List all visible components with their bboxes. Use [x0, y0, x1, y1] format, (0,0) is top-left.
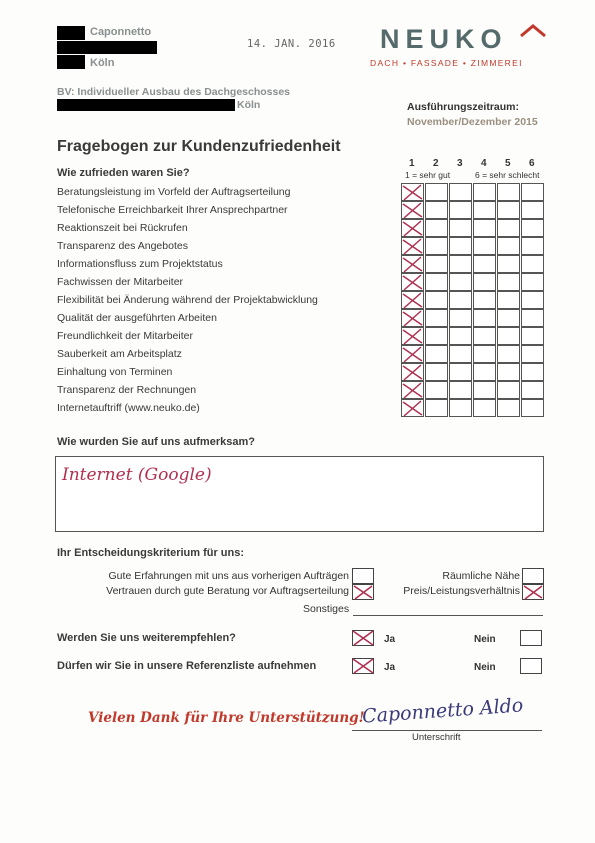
- company-logo: [370, 24, 550, 70]
- rating-cell[interactable]: [497, 291, 520, 309]
- rating-cell[interactable]: [401, 291, 424, 309]
- rating-cell[interactable]: [521, 273, 544, 291]
- period-label: Ausführungszeitraum:: [407, 101, 520, 113]
- logo-tagline: DACH • FASSADE • ZIMMEREI: [370, 58, 523, 68]
- recommend-yes-label: Ja: [384, 634, 396, 645]
- question-label: Internetauftriff (www.neuko.de): [57, 402, 200, 414]
- satisfaction-heading: Wie zufrieden waren Sie?: [57, 167, 190, 179]
- signature-line: [352, 730, 542, 731]
- rating-cell[interactable]: [401, 273, 424, 291]
- question-label: Flexibilität bei Änderung während der Projektabwicklung: [57, 294, 318, 306]
- criterion-naehe-label: Räumliche Nähe: [442, 570, 520, 582]
- reference-question: Dürfen wir Sie in unsere Referenzliste aufnehmen: [57, 660, 317, 672]
- question-label: Transparenz des Angebotes: [57, 240, 188, 252]
- rating-cell[interactable]: [425, 273, 448, 291]
- rating-cell[interactable]: [449, 255, 472, 273]
- signature-handwriting: Caponnetto Aldo: [361, 694, 524, 728]
- check-mark: [401, 201, 424, 219]
- rating-cell[interactable]: [449, 183, 472, 201]
- rating-cell[interactable]: [473, 255, 496, 273]
- check-mark: [352, 584, 374, 600]
- check-mark: [401, 291, 424, 309]
- check-mark: [401, 381, 424, 399]
- reference-yes-checkbox[interactable]: [352, 658, 374, 674]
- scale-number-1: 1: [409, 158, 415, 169]
- rating-cell[interactable]: [473, 219, 496, 237]
- rating-cell[interactable]: [425, 363, 448, 381]
- rating-cell[interactable]: [473, 183, 496, 201]
- rating-cell[interactable]: [497, 201, 520, 219]
- rating-cell[interactable]: [473, 309, 496, 327]
- rating-cell[interactable]: [401, 381, 424, 399]
- period-value: November/Dezember 2015: [407, 116, 538, 128]
- question-label: Informationsfluss zum Projektstatus: [57, 258, 223, 270]
- scale-number-2: 2: [433, 158, 439, 169]
- redacted-block: [57, 99, 235, 111]
- thanks-message: Vielen Dank für Ihre Unterstützung!: [88, 710, 365, 726]
- rating-cell[interactable]: [425, 309, 448, 327]
- criterion-vertrauen-checkbox[interactable]: [352, 584, 374, 600]
- rating-cell[interactable]: [401, 183, 424, 201]
- check-mark: [401, 255, 424, 273]
- rating-cell[interactable]: [473, 291, 496, 309]
- logo-roof-icon: [519, 24, 547, 38]
- rating-cell[interactable]: [425, 291, 448, 309]
- referral-answer: Internet (Google): [62, 465, 212, 485]
- rating-cell[interactable]: [497, 309, 520, 327]
- rating-cell[interactable]: [449, 399, 472, 417]
- rating-cell[interactable]: [401, 327, 424, 345]
- rating-cell[interactable]: [521, 327, 544, 345]
- check-mark: [401, 219, 424, 237]
- referral-question: Wie wurden Sie auf uns aufmerksam?: [57, 436, 255, 448]
- rating-cell[interactable]: [521, 237, 544, 255]
- criterion-gute-erfahrungen-checkbox[interactable]: [352, 568, 374, 584]
- recommend-no-checkbox[interactable]: [520, 630, 542, 646]
- rating-cell[interactable]: [401, 219, 424, 237]
- scale-number-6: 6: [529, 158, 535, 169]
- rating-cell[interactable]: [473, 201, 496, 219]
- rating-cell[interactable]: [401, 309, 424, 327]
- rating-cell[interactable]: [401, 399, 424, 417]
- check-mark: [401, 273, 424, 291]
- recommend-question: Werden Sie uns weiterempfehlen?: [57, 632, 236, 644]
- criterion-naehe-checkbox[interactable]: [522, 568, 544, 584]
- project-bv: BV: Individueller Ausbau des Dachgeschosses: [57, 86, 291, 98]
- rating-cell[interactable]: [425, 237, 448, 255]
- rating-cell[interactable]: [521, 255, 544, 273]
- criteria-heading: Ihr Entscheidungskriterium für uns:: [57, 547, 245, 559]
- criterion-preis-label: Preis/Leistungsverhältnis: [403, 585, 520, 597]
- sonstiges-input-line[interactable]: [353, 615, 543, 616]
- check-mark: [522, 584, 544, 600]
- question-label: Sauberkeit am Arbeitsplatz: [57, 348, 182, 360]
- referral-answer-box[interactable]: [55, 456, 544, 532]
- logo-wordmark: NEUKO: [380, 24, 508, 54]
- rating-cell[interactable]: [521, 309, 544, 327]
- scale-best-label: 1 = sehr gut: [405, 170, 451, 180]
- signature-label: Unterschrift: [412, 732, 461, 743]
- redacted-block: [57, 26, 85, 40]
- rating-cell[interactable]: [449, 381, 472, 399]
- rating-cell[interactable]: [521, 345, 544, 363]
- rating-cell[interactable]: [449, 309, 472, 327]
- rating-cell[interactable]: [449, 327, 472, 345]
- rating-cell[interactable]: [449, 291, 472, 309]
- question-label: Telefonische Erreichbarkeit Ihrer Ansprechpartner: [57, 204, 288, 216]
- rating-cell[interactable]: [449, 345, 472, 363]
- rating-cell[interactable]: [401, 345, 424, 363]
- scale-worst-label: 6 = sehr schlecht: [475, 170, 540, 180]
- project-city: Köln: [237, 99, 261, 111]
- rating-cell[interactable]: [497, 327, 520, 345]
- check-mark: [401, 309, 424, 327]
- reference-yes-label: Ja: [384, 662, 396, 673]
- check-mark: [401, 327, 424, 345]
- recommend-no-label: Nein: [474, 634, 496, 645]
- rating-cell[interactable]: [401, 363, 424, 381]
- customer-name: Caponnetto: [90, 26, 152, 38]
- criterion-vertrauen-label: Vertrauen durch gute Beratung vor Auftragserteilung: [106, 585, 349, 597]
- rating-cell[interactable]: [425, 399, 448, 417]
- rating-cell[interactable]: [473, 345, 496, 363]
- rating-cell[interactable]: [449, 201, 472, 219]
- rating-cell[interactable]: [401, 237, 424, 255]
- rating-cell[interactable]: [401, 201, 424, 219]
- check-mark: [352, 630, 374, 646]
- received-date-stamp: 14. JAN. 2016: [247, 38, 336, 50]
- rating-cell[interactable]: [473, 399, 496, 417]
- rating-cell[interactable]: [473, 327, 496, 345]
- rating-cell[interactable]: [473, 363, 496, 381]
- rating-cell[interactable]: [449, 363, 472, 381]
- rating-cell[interactable]: [425, 327, 448, 345]
- question-label: Transparenz der Rechnungen: [57, 384, 197, 396]
- rating-cell[interactable]: [425, 381, 448, 399]
- form-title: Fragebogen zur Kundenzufriedenheit: [57, 138, 341, 155]
- rating-cell[interactable]: [521, 363, 544, 381]
- rating-cell[interactable]: [473, 273, 496, 291]
- rating-cell[interactable]: [497, 183, 520, 201]
- rating-cell[interactable]: [521, 201, 544, 219]
- scale-number-4: 4: [481, 158, 487, 169]
- question-label: Qualität der ausgeführten Arbeiten: [57, 312, 217, 324]
- check-mark: [401, 363, 424, 381]
- check-mark: [401, 183, 424, 201]
- rating-cell[interactable]: [497, 363, 520, 381]
- rating-cell[interactable]: [449, 237, 472, 255]
- rating-cell[interactable]: [521, 219, 544, 237]
- question-label: Reaktionszeit bei Rückrufen: [57, 222, 188, 234]
- rating-cell[interactable]: [497, 399, 520, 417]
- question-label: Beratungsleistung im Vorfeld der Auftragserteilung: [57, 186, 291, 198]
- rating-cell[interactable]: [473, 381, 496, 399]
- criterion-sonstiges-label: Sonstiges: [303, 603, 350, 615]
- rating-cell[interactable]: [521, 381, 544, 399]
- criterion-preis-checkbox[interactable]: [522, 584, 544, 600]
- rating-cell[interactable]: [521, 183, 544, 201]
- check-mark: [352, 658, 374, 674]
- question-label: Fachwissen der Mitarbeiter: [57, 276, 184, 288]
- check-mark: [401, 399, 424, 417]
- rating-cell[interactable]: [521, 399, 544, 417]
- rating-cell[interactable]: [425, 219, 448, 237]
- rating-cell[interactable]: [401, 255, 424, 273]
- recommend-yes-checkbox[interactable]: [352, 630, 374, 646]
- scale-number-5: 5: [505, 158, 511, 169]
- reference-no-checkbox[interactable]: [520, 658, 542, 674]
- scale-number-3: 3: [457, 158, 463, 169]
- redacted-block: [57, 41, 157, 54]
- rating-cell[interactable]: [449, 219, 472, 237]
- rating-cell[interactable]: [425, 345, 448, 363]
- rating-cell[interactable]: [497, 219, 520, 237]
- rating-cell[interactable]: [497, 381, 520, 399]
- rating-cell[interactable]: [521, 291, 544, 309]
- customer-city: Köln: [90, 57, 115, 69]
- question-label: Freundlichkeit der Mitarbeiter: [57, 330, 193, 342]
- question-label: Einhaltung von Terminen: [57, 366, 173, 378]
- rating-cell[interactable]: [497, 237, 520, 255]
- reference-no-label: Nein: [474, 662, 496, 673]
- rating-cell[interactable]: [425, 255, 448, 273]
- rating-cell[interactable]: [473, 237, 496, 255]
- rating-cell[interactable]: [425, 201, 448, 219]
- rating-cell[interactable]: [425, 183, 448, 201]
- redacted-block: [57, 55, 85, 69]
- rating-cell[interactable]: [449, 273, 472, 291]
- rating-cell[interactable]: [497, 273, 520, 291]
- rating-cell[interactable]: [497, 345, 520, 363]
- rating-cell[interactable]: [497, 255, 520, 273]
- check-mark: [401, 237, 424, 255]
- criterion-gute-erfahrungen-label: Gute Erfahrungen mit uns aus vorherigen Aufträgen: [108, 570, 349, 582]
- check-mark: [401, 345, 424, 363]
